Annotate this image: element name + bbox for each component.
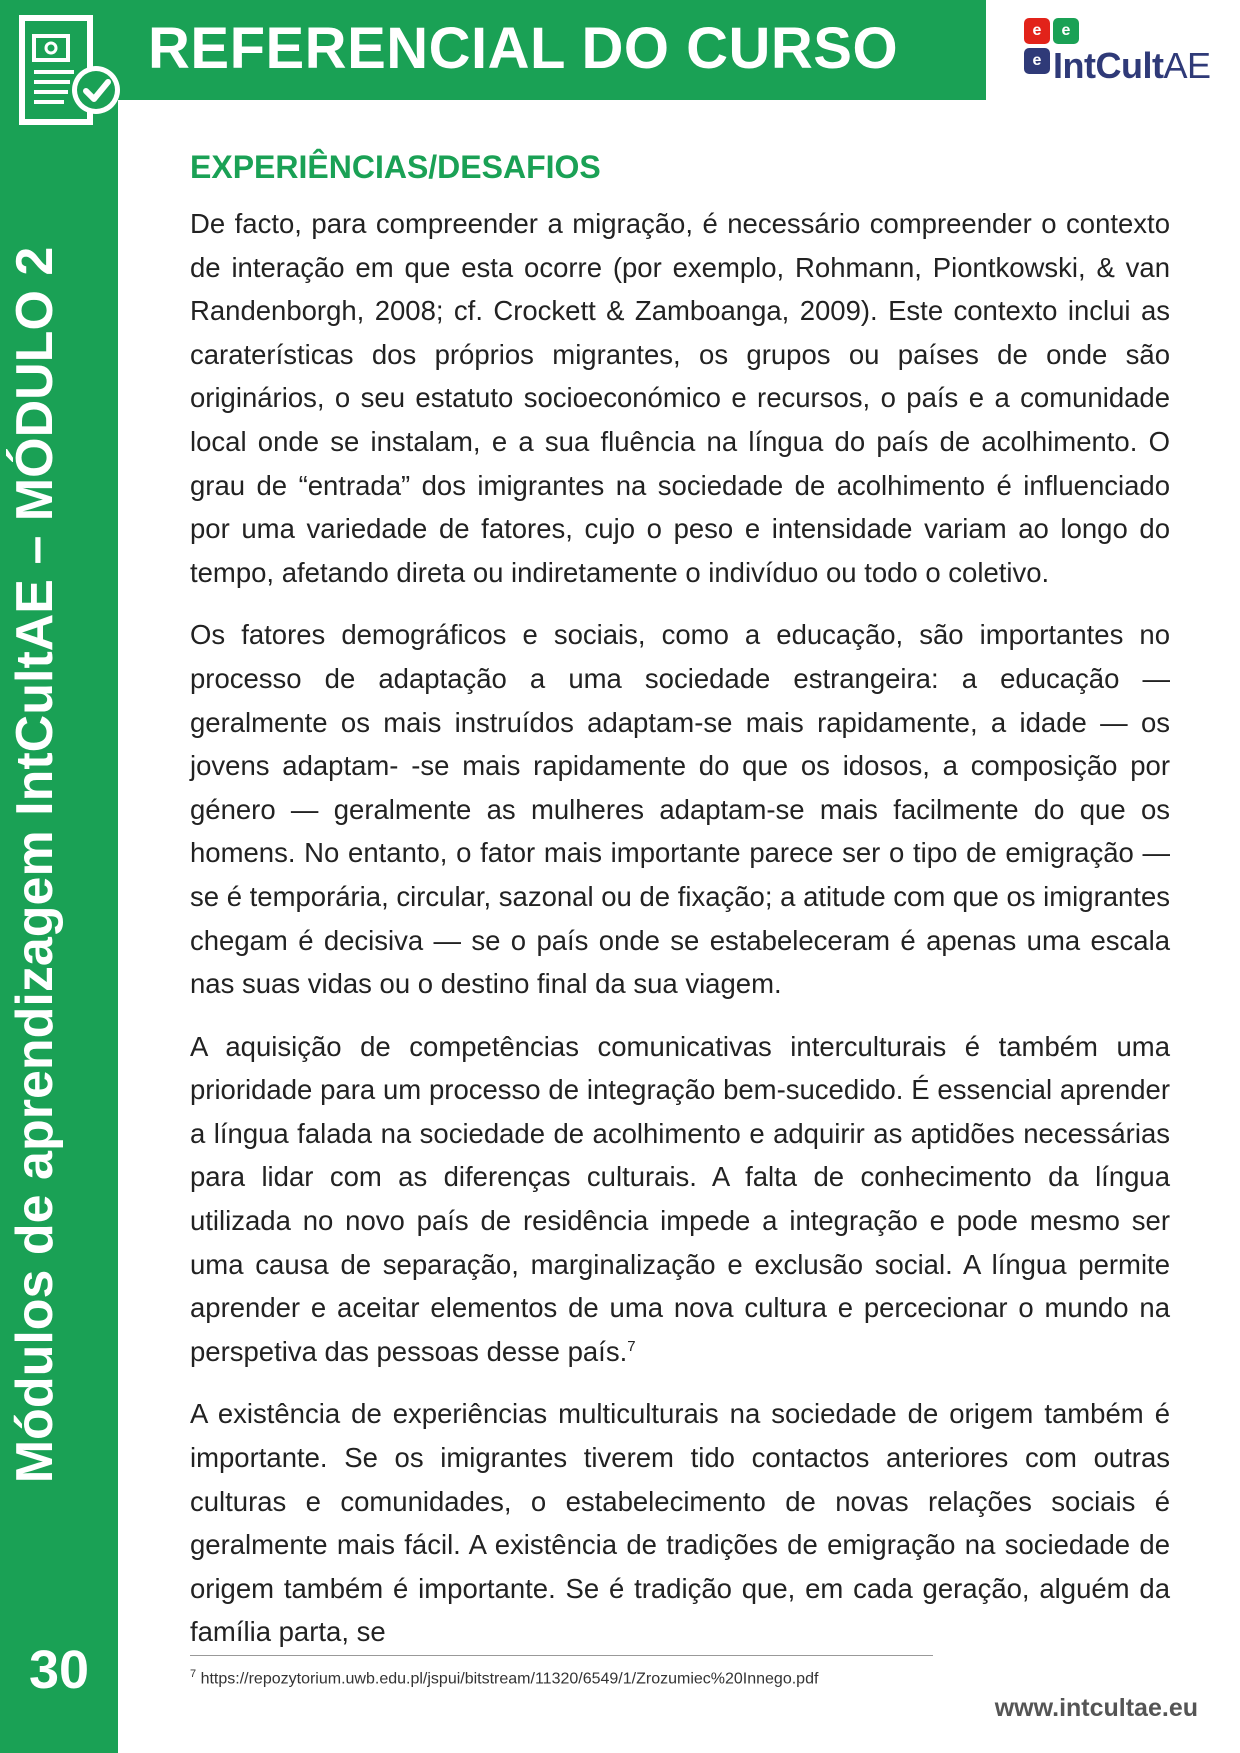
paragraph-4: A existência de experiências multiculturais na sociedade de origem também é importante. Se os imigrantes tiverem tido contactos anteriores com outras culturas e comunidades, o estabelecimento de novas relações sociais é geralmente mais fácil. A existência de tradições de emigração na sociedade de origem também é importante. Se é tradição que, em cada geração, alguém da família parta, se [190, 1398, 1170, 1648]
paragraph-3 [190, 1025, 1170, 1374]
logo-red-square-icon: e [1024, 18, 1050, 44]
header-band [118, 0, 986, 100]
logo-text-ae: AE [1163, 45, 1211, 86]
paragraph-2: Os fatores demográficos e sociais, como a educação, são importantes no processo de adaptação a uma sociedade estrangeira: a educação — geralmente os mais instruídos adaptam-se mais rapidamente, a idade — os jovens adaptam- -se mais rapidamente do que os idosos, a composição por género — geralmente as mulheres adaptam-se mais facilmente do que os homens. No entanto, o fator mais importante parece ser o tipo de emigração — se é temporária, circular, sazonal ou de fixação; a atitude com que os imigrantes chegam é decisiva — se o país onde se estabeleceram é apenas uma escala nas suas vidas ou o destino final da sua viagem. [190, 619, 1170, 1000]
paragraph-1: De facto, para compreender a migração, é necessário compreender o contexto de interação em que esta ocorre (por exemplo, Rohmann, Piontkowski, & van Randenborgh, 2008; cf. Crockett & Zamboanga, 2009). Este contexto inclui as caraterísticas dos próprios migrantes, os grupos ou países de onde são originários, o seu estatuto socioeconómico e recursos, o país e a comunidade local onde se instalam, e a sua fluência na língua do país de acolhimento. O grau de “entrada” dos imigrantes na sociedade de acolhimento é influenciado por uma variedade de fatores, cujo o peso e intensidade variam ao longo do tempo, afetando direta ou indiretamente o indivíduo ou todo o coletivo. [190, 208, 1170, 588]
logo-text-int: Int [1053, 45, 1096, 86]
page-number: 30 [28, 1640, 90, 1700]
paragraph-3-text: A aquisição de competências comunicativas interculturais é também uma prioridade para um processo de integração bem-sucedido. É essencial aprender a língua falada na sociedade de acolhimento e adquirir as aptidões necessárias para lidar com as diferenças culturais. A falta de conhecimento da língua utilizada no novo país de residência impede a integração e pode mesmo ser uma causa de separação, marginalização e exclusão social. A língua permite aprender e aceitar elementos de uma nova cultura e percecionar o mundo na perspetiva das pessoas desse país. [190, 1030, 1170, 1367]
footnote [190, 1668, 818, 1688]
website-url[interactable]: www.intcultae.eu [994, 1694, 1198, 1722]
footnote-reference[interactable]: 7 [627, 1337, 636, 1355]
logo-blue-square-icon: e [1024, 48, 1050, 74]
main-content [190, 140, 1170, 1673]
intcultae-logo [1020, 16, 1230, 86]
logo-text-cult: Cult [1095, 45, 1164, 86]
logo-green-square-icon: e [1053, 18, 1079, 44]
footnote-number: 7 [190, 1668, 197, 1680]
section-title: EXPERIÊNCIAS/DESAFIOS [190, 149, 601, 185]
page-header-title: REFERENCIAL DO CURSO [148, 16, 899, 81]
sidebar-vertical-title: Módulos de aprendizagem IntCultAE – MÓDULO 2 [6, 246, 64, 1484]
footnote-divider [190, 1655, 933, 1656]
footnote-link[interactable]: https://repozytorium.uwb.edu.pl/jspui/bitstream/11320/6549/1/Zrozumiec%20Innego.pdf [200, 1670, 819, 1688]
document-checklist-icon [18, 14, 122, 130]
